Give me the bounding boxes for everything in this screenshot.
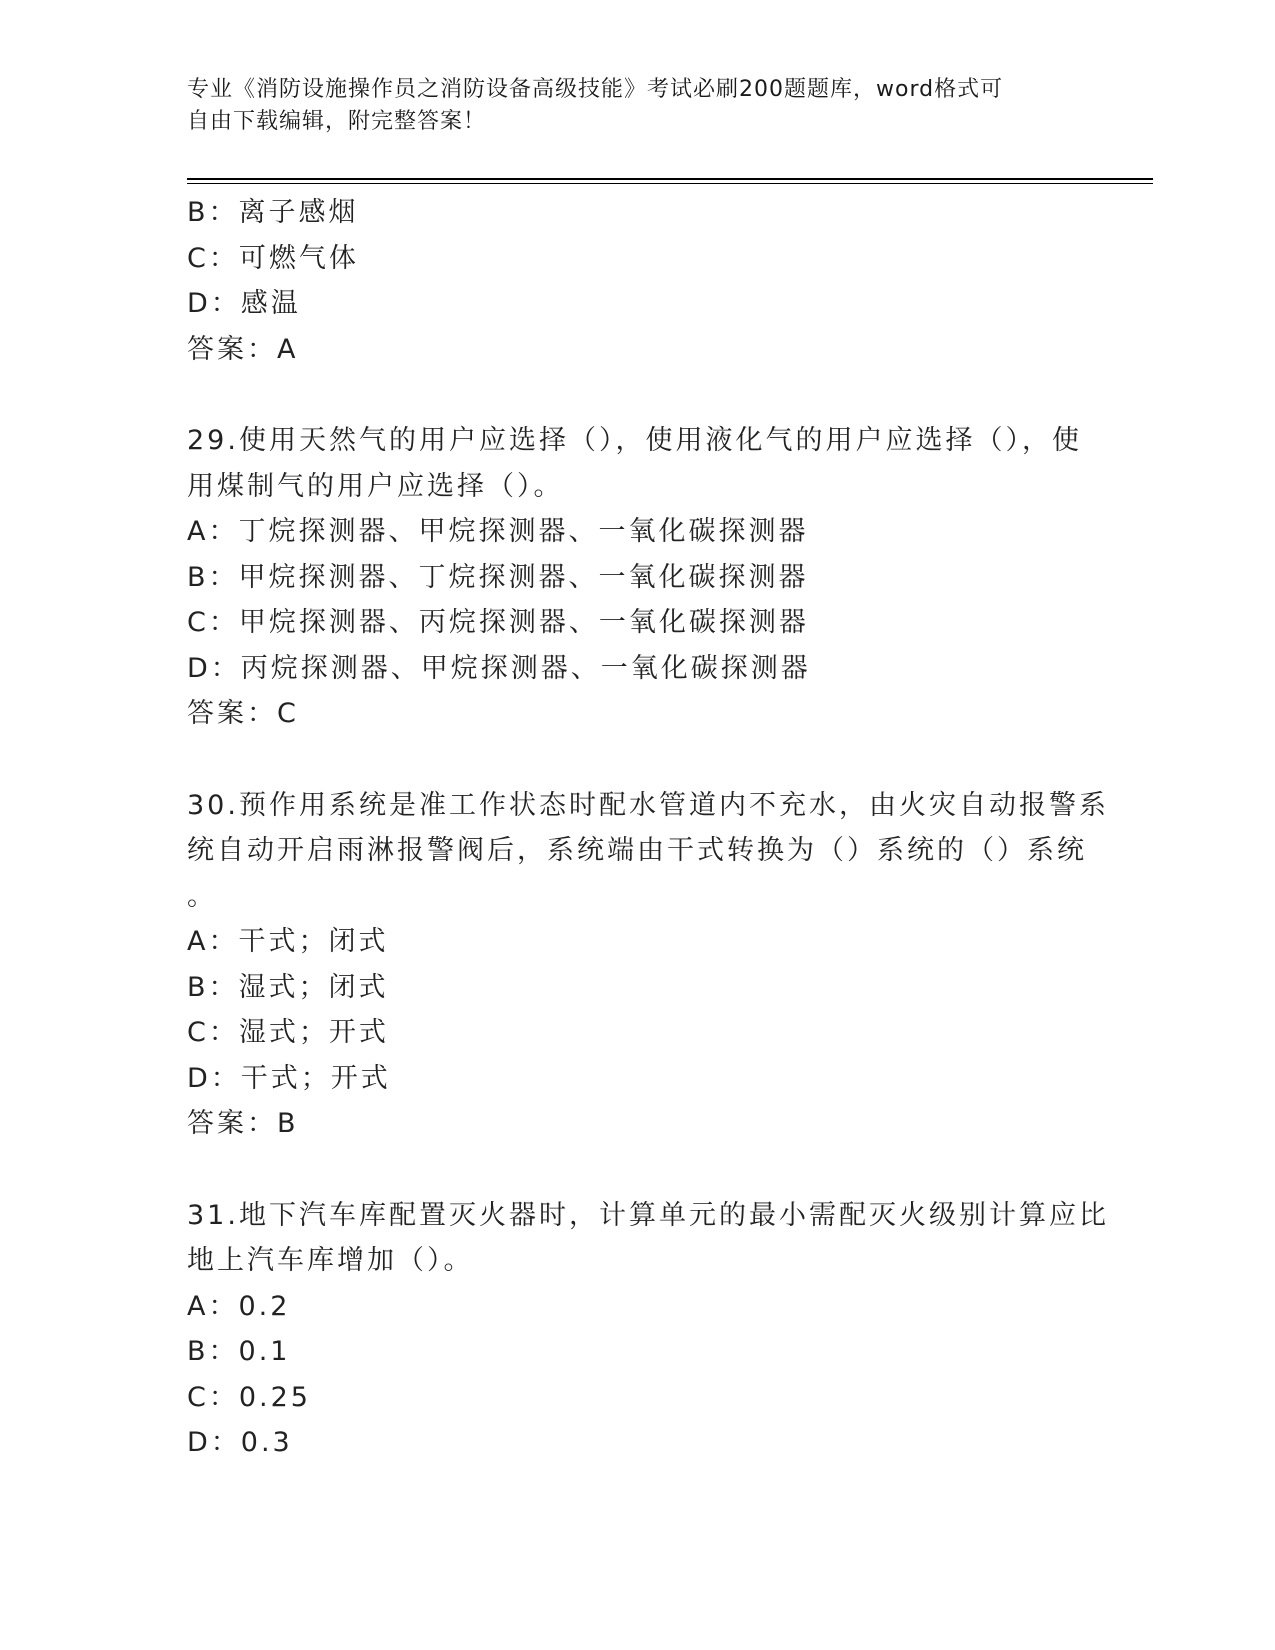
- option-d: D：0.3: [187, 1427, 293, 1458]
- header-line-1: 专业《消防设施操作员之消防设备高级技能》考试必刷200题题库，word格式可: [187, 77, 1004, 102]
- answer-line: 答案：C: [187, 698, 299, 729]
- question-31: [187, 1193, 1109, 1466]
- option-b: B：甲烷探测器、丁烷探测器、一氧化碳探测器: [187, 561, 809, 593]
- spacer: [187, 372, 1087, 418]
- option-a: A：丁烷探测器、甲烷探测器、一氧化碳探测器: [187, 516, 809, 547]
- question-30: [187, 783, 1109, 1147]
- question-text-line: 31.地下汽车库配置灭火器时，计算单元的最小需配灭火级别计算应比: [187, 1199, 1109, 1231]
- spacer: [187, 1147, 1087, 1193]
- question-28: [187, 190, 1087, 372]
- option-c: C：甲烷探测器、丙烷探测器、一氧化碳探测器: [187, 607, 809, 638]
- option-c: C：0.25: [187, 1381, 311, 1413]
- question-content: [187, 190, 1109, 1466]
- answer-line: 答案：A: [187, 333, 299, 365]
- question-text-line: 30.预作用系统是准工作状态时配水管道内不充水，由火灾自动报警系: [187, 789, 1109, 821]
- question-29: [187, 418, 1087, 737]
- option-d: D：干式；开式: [187, 1062, 391, 1094]
- option-b: B：湿式；闭式: [187, 971, 389, 1003]
- option-d: D：丙烷探测器、甲烷探测器、一氧化碳探测器: [187, 652, 811, 684]
- question-text-line: 用煤制气的用户应选择（）。: [187, 470, 564, 502]
- document-header: [187, 74, 1067, 138]
- header-rule-thick: [187, 178, 1153, 180]
- question-text-line: 29.使用天然气的用户应选择（），使用液化气的用户应选择（），使: [187, 425, 1082, 456]
- answer-line: 答案：B: [187, 1108, 299, 1139]
- option-d: D：感温: [187, 288, 301, 319]
- option-b: B：离子感烟: [187, 197, 359, 228]
- header-rule-thin: [187, 183, 1153, 184]
- option-a: A：0.2: [187, 1290, 291, 1322]
- question-text-line: 统自动开启雨淋报警阀后，系统端由干式转换为（）系统的（）系统: [187, 835, 1087, 866]
- header-line-2: 自由下载编辑，附完整答案！: [187, 109, 487, 134]
- option-c: C：湿式；开式: [187, 1017, 389, 1048]
- option-c: C：可燃气体: [187, 242, 359, 274]
- spacer: [187, 737, 1087, 783]
- question-text-line: 。: [187, 880, 217, 912]
- question-text-line: 地上汽车库增加（）。: [187, 1245, 474, 1276]
- option-b: B：0.1: [187, 1336, 291, 1367]
- option-a: A：干式；闭式: [187, 926, 389, 957]
